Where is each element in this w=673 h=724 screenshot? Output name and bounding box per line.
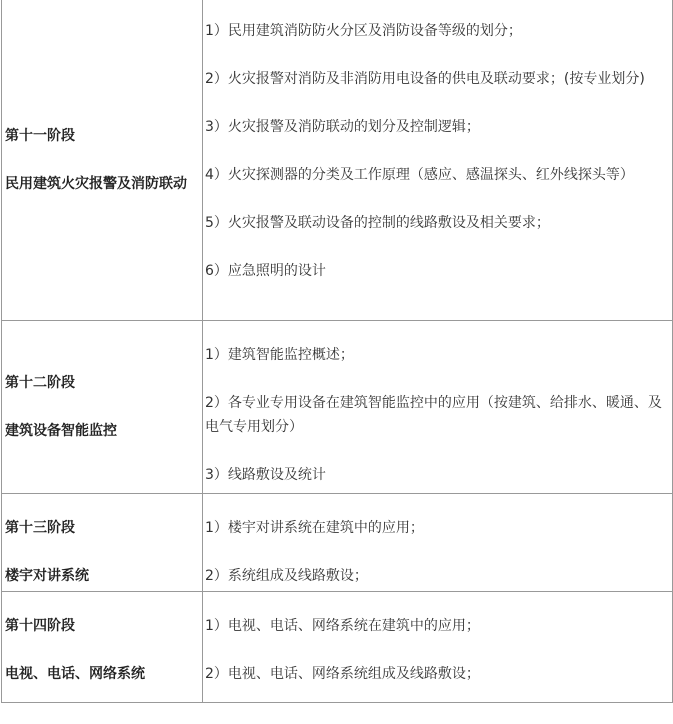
list-item: 1）楼宇对讲系统在建筑中的应用；: [205, 520, 424, 536]
stage-number: 第十二阶段: [5, 375, 75, 391]
stage-number: 第十四阶段: [5, 618, 75, 634]
stage-number: 第十一阶段: [5, 127, 75, 144]
list-item: 2）火灾报警对消防及非消防用电设备的供电及联动要求；(按专业划分): [205, 71, 645, 87]
table-row: [2, 592, 673, 703]
list-item: 4）火灾探测器的分类及工作原理（感应、感温探头、红外线探头等）: [205, 167, 634, 183]
table-row: [2, 0, 673, 321]
stage-title: 楼宇对讲系统: [5, 568, 89, 584]
stage-number: 第十三阶段: [5, 520, 75, 536]
list-item: 2）系统组成及线路敷设；: [205, 568, 368, 584]
list-item: 1）电视、电话、网络系统在建筑中的应用；: [205, 618, 480, 634]
stage-cell: [2, 494, 203, 592]
content-cell: [203, 321, 673, 494]
list-item: 2）电视、电话、网络系统组成及线路敷设；: [205, 666, 480, 682]
table-row: [2, 321, 673, 494]
list-item: 1）建筑智能监控概述；: [205, 347, 354, 363]
content-cell: [203, 494, 673, 592]
stage-title: 建筑设备智能监控: [5, 423, 117, 439]
stage-cell: [2, 321, 203, 494]
table-row: [2, 494, 673, 592]
list-item: 1）民用建筑消防防火分区及消防设备等级的划分；: [205, 23, 522, 39]
stage-title: 电视、电话、网络系统: [5, 666, 145, 682]
content-cell: [203, 592, 673, 703]
list-item: 6）应急照明的设计: [205, 263, 326, 279]
stage-title: 民用建筑火灾报警及消防联动: [5, 175, 187, 192]
list-item: 3）火灾报警及消防联动的划分及控制逻辑；: [205, 119, 480, 135]
syllabus-table: [1, 0, 673, 703]
content-cell: [203, 0, 673, 321]
list-item: 5）火灾报警及联动设备的控制的线路敷设及相关要求；: [205, 215, 550, 231]
stage-cell: [2, 0, 203, 321]
list-item: 2）各专业专用设备在建筑智能监控中的应用（按建筑、给排水、暖通、及电气专用划分）: [205, 395, 662, 435]
stage-cell: [2, 592, 203, 703]
list-item: 3）线路敷设及统计: [205, 467, 326, 483]
